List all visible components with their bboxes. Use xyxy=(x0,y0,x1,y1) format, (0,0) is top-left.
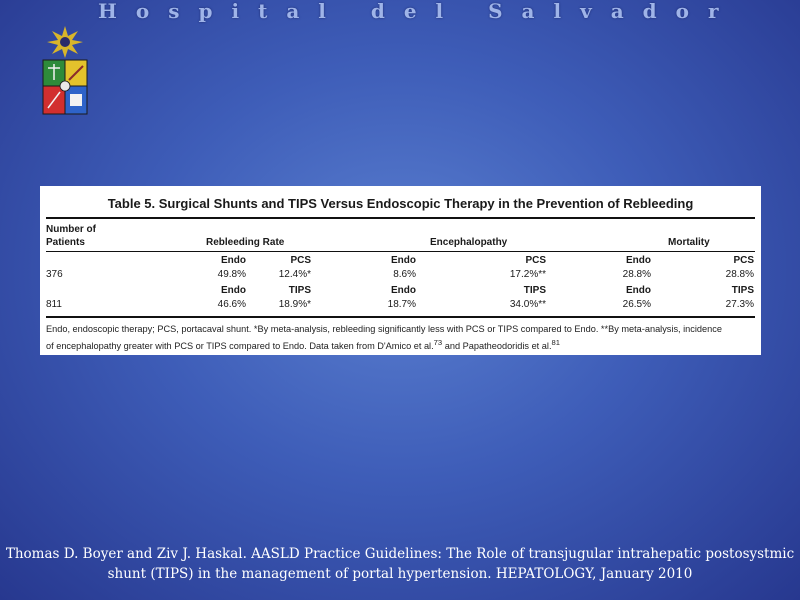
header-mortality: Mortality xyxy=(668,237,710,248)
citation-line2: shunt (TIPS) in the management of portal hypertension. HEPATOLOGY, January 2010 xyxy=(107,566,693,582)
header-rebleeding-rate: Rebleeding Rate xyxy=(206,237,285,248)
university-crest-logo xyxy=(38,24,92,124)
table-header-row xyxy=(46,219,755,251)
patients-376: 376 xyxy=(46,269,63,280)
table-row-group2-values: 811 46.6% 18.9%* 18.7% 34.0%** 26.5% 27.3% xyxy=(46,299,754,310)
table-row-group2-labels: Endo TIPS Endo TIPS Endo TIPS xyxy=(221,285,754,296)
citation-line1: Thomas D. Boyer and Ziv J. Haskal. AASLD Practice Guidelines: The Role of transjugular intrahepatic postosystmic xyxy=(5,546,795,562)
patients-811: 811 xyxy=(46,299,62,310)
table-title: Table 5. Surgical Shunts and TIPS Versus Endoscopic Therapy in the Prevention of Rebleeding xyxy=(107,196,694,211)
data-table xyxy=(46,219,755,353)
header-encephalopathy: Encephalopathy xyxy=(430,237,508,248)
table-panel xyxy=(40,186,761,355)
sun-icon xyxy=(47,26,83,58)
header-number-of-patients: Number of Patients xyxy=(46,224,96,248)
header-title: Hospital del Salvador xyxy=(98,0,738,23)
table-row-group1-labels: Endo PCS Endo PCS Endo PCS xyxy=(221,255,754,266)
citation xyxy=(0,544,800,584)
header-rule xyxy=(46,251,755,252)
table-row-group1-values: 376 49.8% 12.4%* 8.6% 17.2%** 28.8% 28.8% xyxy=(46,269,754,280)
table-footnote: Endo, endoscopic therapy; PCS, portacaval shunt. *By meta-analysis, rebleeding significantly less with PCS or TIPS compared to Endo. **By meta-analysis, incidence of encephalopathy greater with PCS or TIPS compared to Endo. Data taken from D'Amico et al.$^{73}$ and Papatheodoridis et al.$^{81}$ xyxy=(46,324,722,352)
